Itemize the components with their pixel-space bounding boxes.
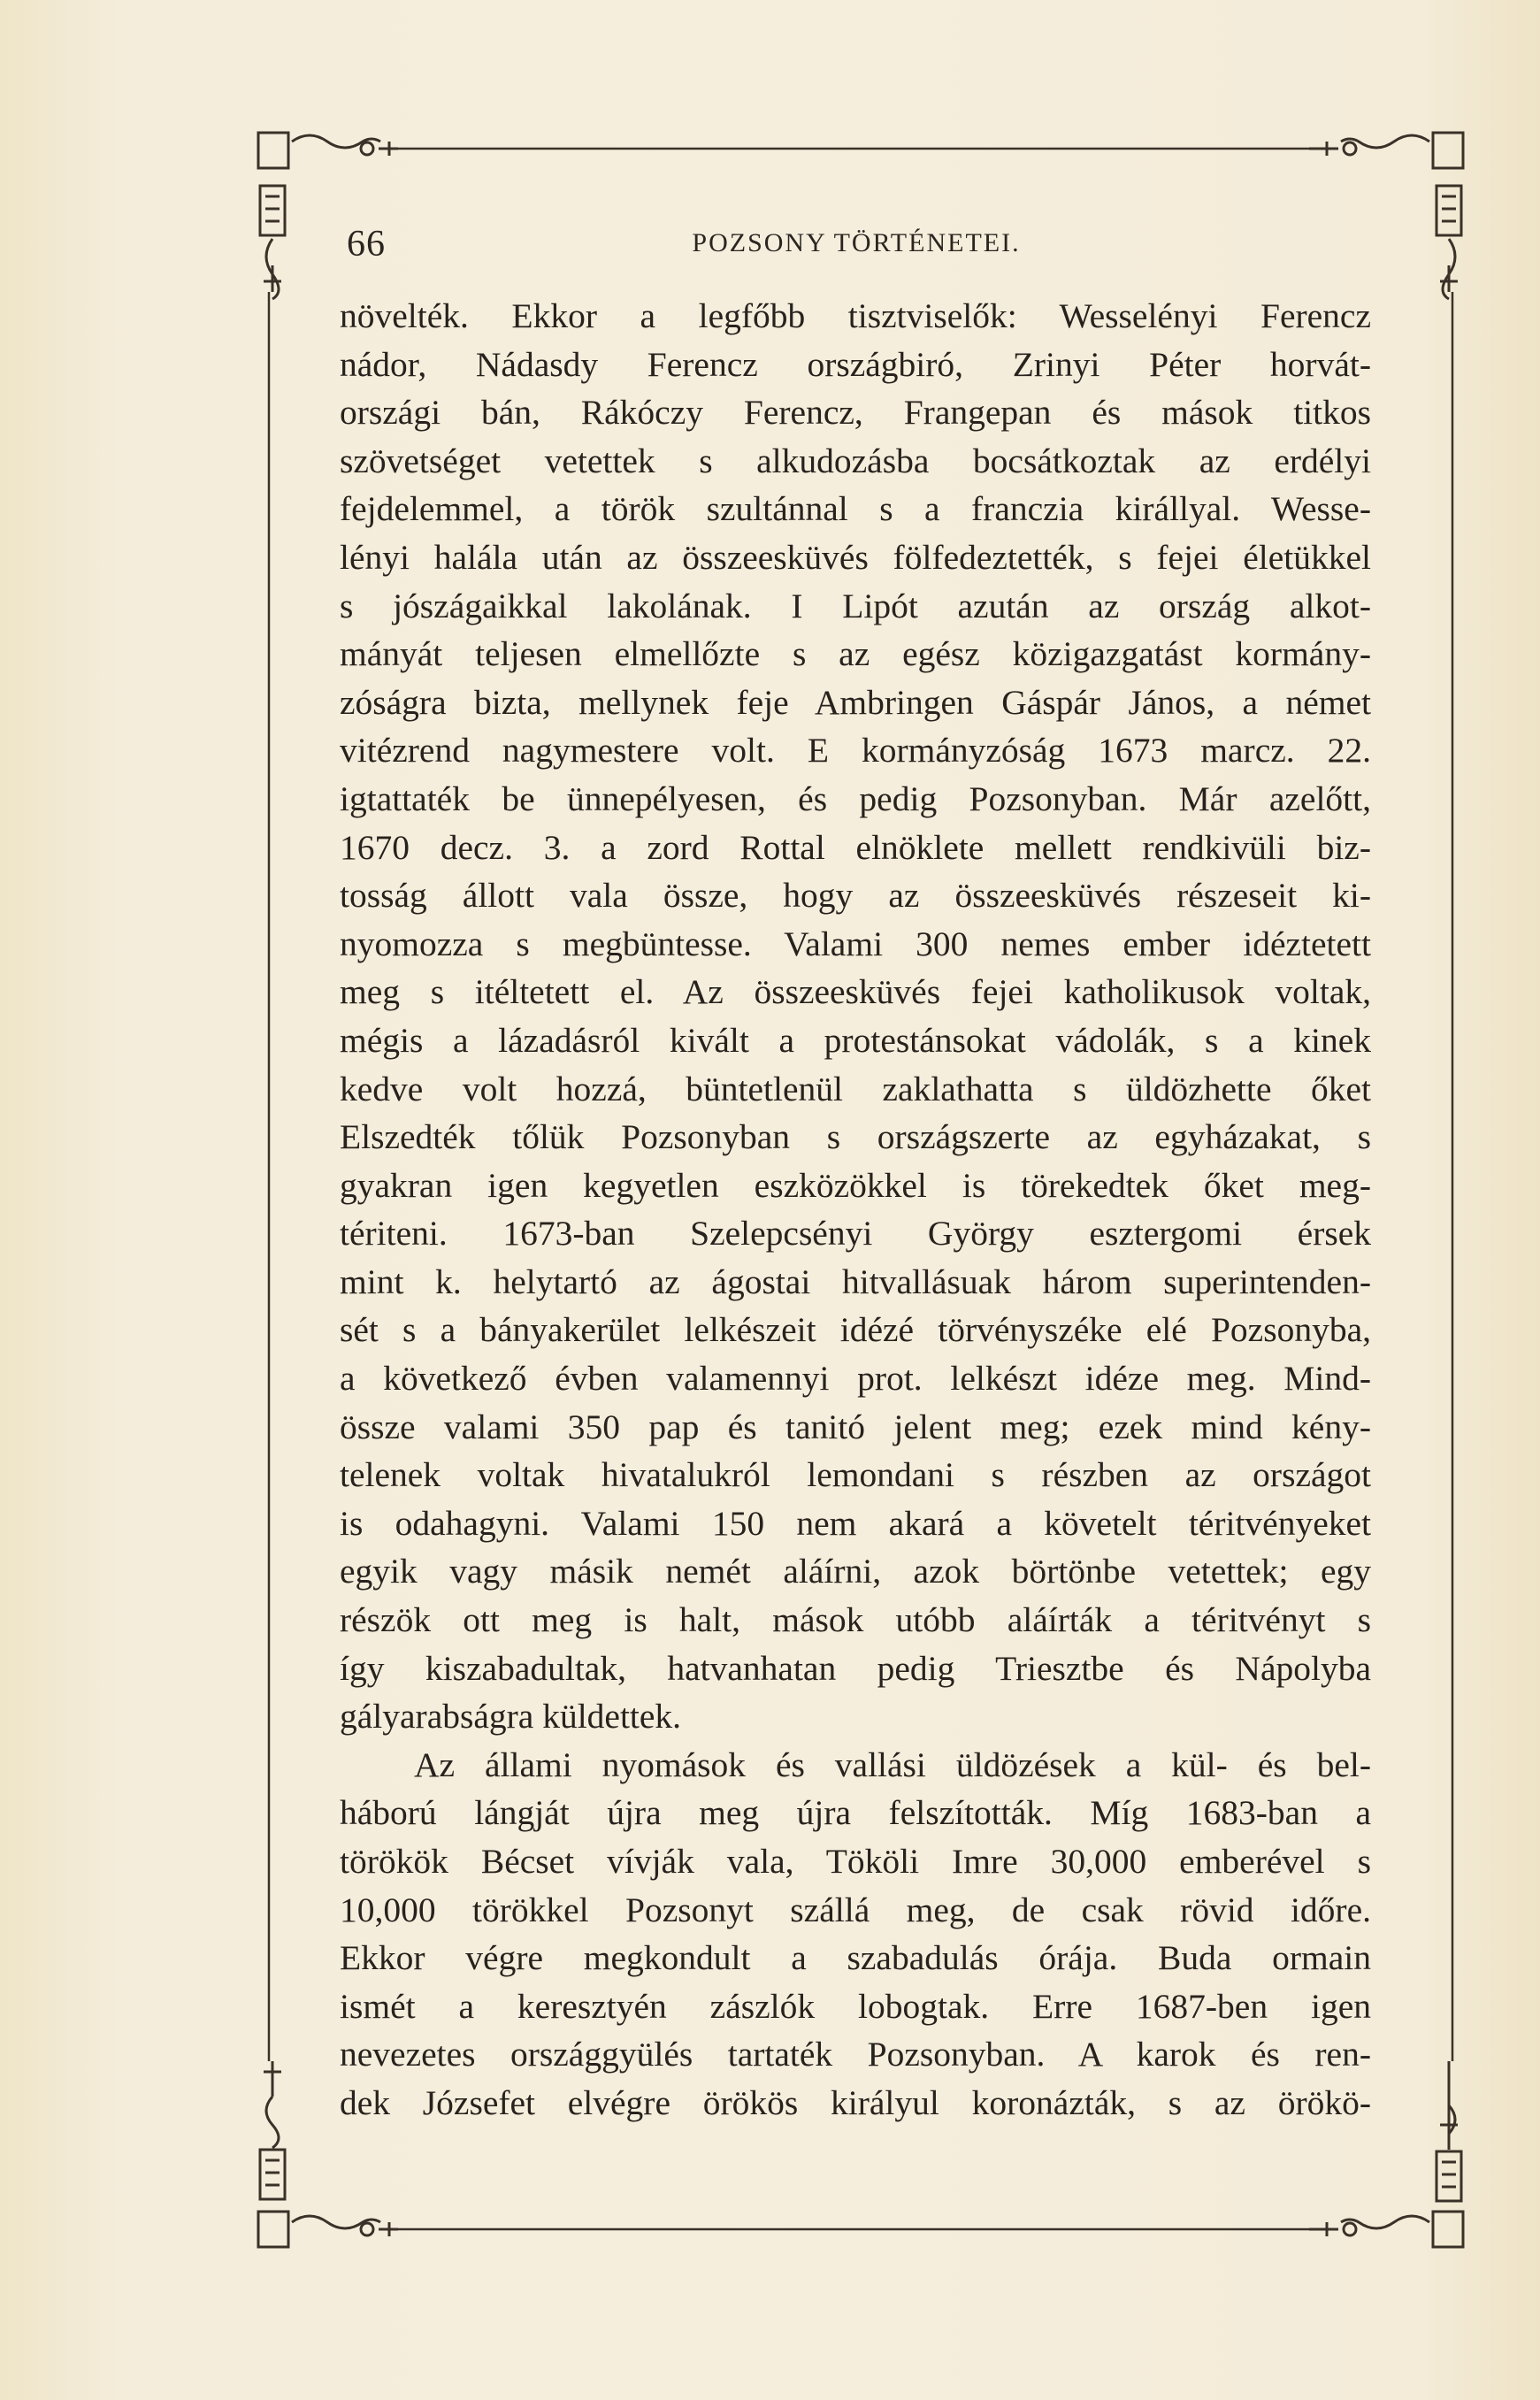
text-line: tériteni. 1673-ban Szelepcsényi György esztergomi érsek [340,1214,1371,1254]
body-text [340,292,1371,2128]
text-line: kedve volt hozzá, büntetlenül zaklathatta s üldözhette őket [340,1069,1371,1108]
text-line: telenek voltak hivatalukról lemondani s részben az országot [340,1455,1371,1495]
text-line: 1670 decz. 3. a zord Rottal elnöklete mellett rendkivüli biz- [340,827,1371,867]
text-line: gályarabságra küldettek. [340,1697,682,1737]
text-line: tosság állott vala össze, hogy az összeesküvés részeseit ki- [340,876,1371,916]
text-line: nevezetes országgyülés tartaték Pozsonyban. A karok és ren- [340,2035,1371,2074]
text-line: s jószágaikkal lakolának. I Lipót azután az ország alkot- [340,586,1371,625]
text-line: igtattaték be ünnepélyesen, és pedig Pozsonyban. Már azelőtt, [340,778,1371,818]
text-line: törökök Bécset vívják vala, Tököli Imre 30,000 emberével s [340,1842,1371,1881]
text-line: meg s itéltetett el. Az összeesküvés fejei katholikusok voltak, [340,972,1371,1012]
text-line: 10,000 törökkel Pozsonyt szállá meg, de csak rövid időre. [340,1890,1371,1929]
text-line: zóságra bizta, mellynek feje Ambringen Gáspár János, a német [340,682,1371,722]
text-line: fejdelemmel, a török szultánnal s a franczia királlyal. Wesse- [340,489,1371,529]
text-line: egyik vagy másik nemét aláírni, azok börtönbe vetettek; egy [340,1552,1371,1591]
text-line: Ekkor végre megkondult a szabadulás órája. Buda ormain [340,1938,1371,1978]
text-line: a következő évben valamennyi prot. lelkészt idéze meg. Mind- [340,1359,1371,1399]
text-line: háború lángját újra meg újra felszították. Míg 1683-ban a [340,1793,1371,1833]
page-header [343,223,1369,276]
text-line: sét s a bányakerület lelkészeit idézé törvényszéke elé Pozsonyba, [340,1310,1371,1350]
page-number: 66 [347,224,386,265]
text-line: részök ott meg is halt, mások utóbb aláírták a téritvényt s [340,1600,1371,1640]
text-line: Elszedték tőlük Pozsonyban s országszerte az egyházakat, s [340,1117,1371,1157]
text-line: ismét a keresztyén zászlók lobogtak. Erre 1687-ben igen [340,1986,1371,2026]
text-line: mányát teljesen elmellőzte s az egész közigazgatást kormány- [340,634,1371,674]
text-line: is odahagyni. Valami 150 nem akará a követelt téritvényeket [340,1503,1371,1543]
text-line: nádor, Nádasdy Ferencz országbiró, Zrinyi Péter horvát- [340,344,1371,384]
text-line: így kiszabadultak, hatvanhatan pedig Triesztbe és Nápolyba [340,1648,1371,1688]
text-line: Az állami nyomások és vallási üldözések a kül- és bel- [414,1744,1371,1784]
text-line: szövetséget vetettek s alkudozásba bocsátkoztak az erdélyi [340,441,1371,480]
text-line: össze valami 350 pap és tanitó jelent meg; ezek mind kény- [340,1407,1371,1446]
text-line: gyakran igen kegyetlen eszközökkel is törekedtek őket meg- [340,1165,1371,1205]
text-line: dek Józsefet elvégre örökös királyul koronázták, s az örökö- [340,2082,1371,2122]
running-title: POZSONY TÖRTÉNETEI. [692,228,1021,257]
text-line: mint k. helytartó az ágostai hitvallásuak három superintenden- [340,1261,1371,1301]
text-line: vitézrend nagymestere volt. E kormányzóság 1673 marcz. 22. [340,731,1371,771]
text-line: növelték. Ekkor a legfőbb tisztviselők: Wesselényi Ferencz [340,296,1371,335]
text-line: nyomozza s megbüntesse. Valami 300 nemes ember idéztetett [340,924,1371,963]
text-line: országi bán, Rákóczy Ferencz, Frangepan és mások titkos [340,393,1371,433]
text-line: lényi halála után az összeesküvés fölfedeztették, s fejei életükkel [340,537,1371,577]
text-line: mégis a lázadásról kivált a protestánsokat vádolák, s a kinek [340,1020,1371,1060]
